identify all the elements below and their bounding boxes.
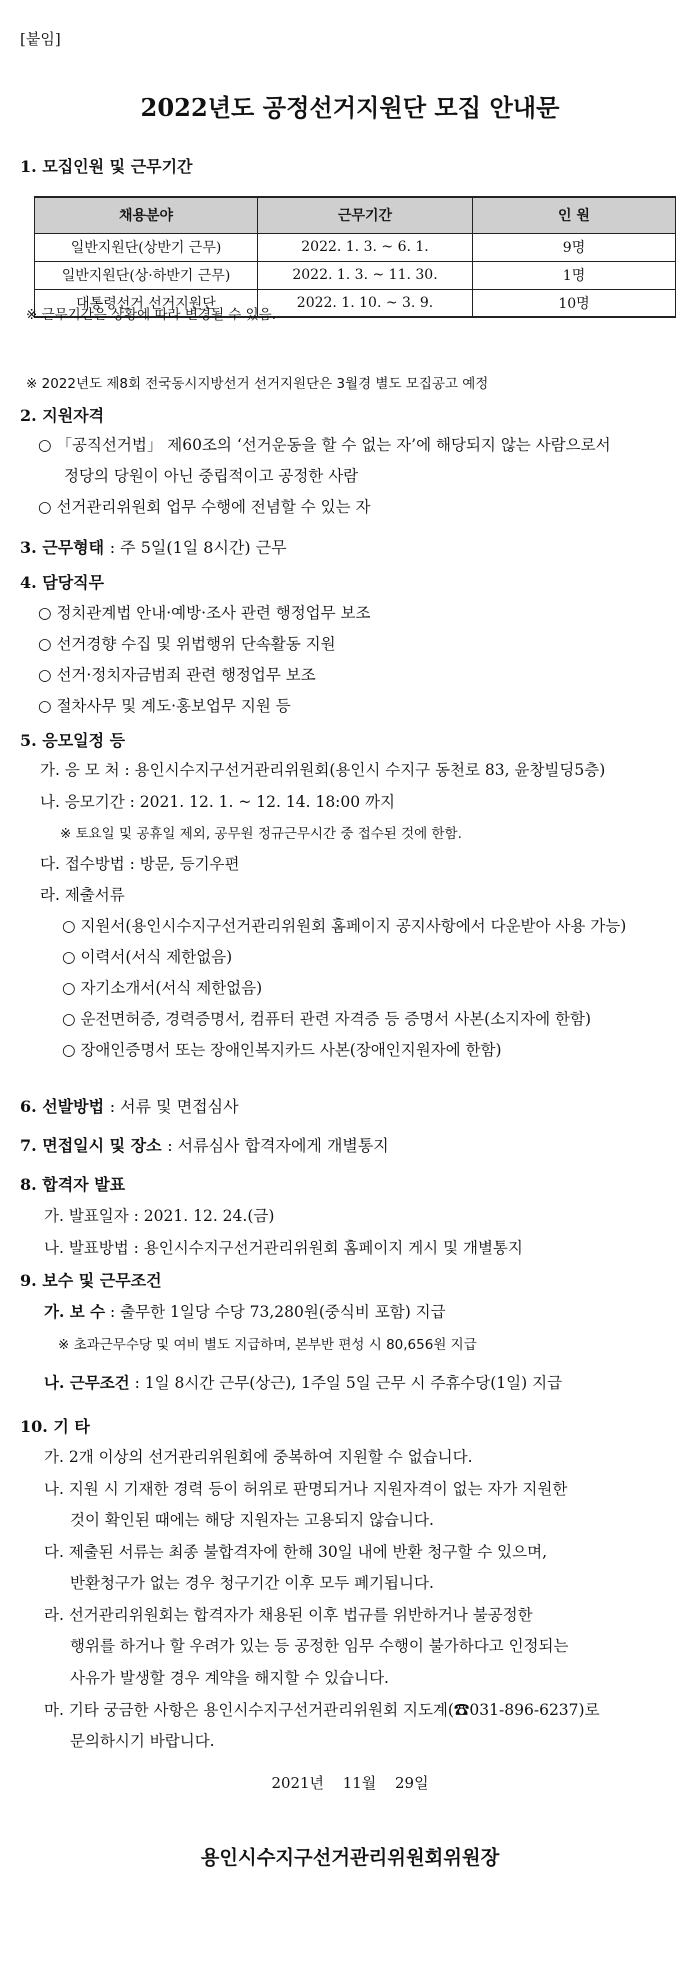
qualification-item: ○ 선거관리위원회 업무 수행에 전념할 수 있는 자: [38, 498, 371, 516]
document-item: ○ 장애인증명서 또는 장애인복지카드 사본(장애인지원자에 한함): [62, 1041, 502, 1059]
attachment-label: [붙임]: [20, 30, 61, 48]
misc-line: 라. 선거관리위원회는 합격자가 채용된 이후 법규를 위반하거나 불공정한: [44, 1606, 533, 1624]
section-3: [20, 535, 287, 558]
work-condition-label: 나. 근무조건: [44, 1373, 130, 1392]
section-7-heading: 7. 면접일시 및 장소: [20, 1136, 162, 1155]
section-7: [20, 1133, 389, 1156]
apply-location: 가. 응 모 처 : 용인시수지구선거관리위원회(용인시 수지구 동천로 83, 윤창빌딩5층): [40, 761, 606, 779]
section-2-heading: 2. 지원자격: [20, 406, 105, 425]
table-cell: 2022. 1. 3. ~ 11. 30.: [258, 261, 473, 289]
table-cell: 일반지원단(상·하반기 근무): [35, 261, 258, 289]
apply-period: 나. 응모기간 : 2021. 12. 1. ~ 12. 14. 18:00 까지: [40, 793, 395, 811]
section-10-heading: 10. 기 타: [20, 1417, 90, 1436]
table-header-cell: 근무기간: [258, 197, 473, 233]
section-1-note: ※ 근무기간은 상황에 따라 변경될 수 있음.: [26, 307, 277, 323]
section-5-heading: 5. 응모일정 등: [20, 731, 126, 750]
section-6-value: : 서류 및 면접심사: [109, 1097, 239, 1116]
table-header-cell: 인 원: [473, 197, 676, 233]
misc-line-cont: 것이 확인된 때에는 해당 지원자는 고용되지 않습니다.: [70, 1511, 434, 1529]
document-item: ○ 이력서(서식 제한없음): [62, 948, 233, 966]
section-1-heading: 1. 모집인원 및 근무기간: [20, 157, 193, 176]
table-header-row: [35, 197, 676, 233]
misc-line-cont: 행위를 하거나 할 우려가 있는 등 공정한 임무 수행이 불가하다고 인정되는: [70, 1637, 569, 1655]
document-item: ○ 자기소개서(서식 제한없음): [62, 979, 263, 997]
misc-line: 다. 제출된 서류는 최종 불합격자에 한해 30일 내에 반환 청구할 수 있으며,: [44, 1543, 548, 1561]
work-condition-value: : 1일 8시간 근무(상근), 1주일 5일 근무 시 주휴수당(1일) 지급: [134, 1374, 563, 1392]
duty-item: ○ 절차사무 및 계도·홍보업무 지원 등: [38, 697, 291, 715]
section-6-heading: 6. 선발방법: [20, 1097, 105, 1116]
table-cell: 대통령선거 선거지원단: [35, 289, 258, 317]
table-cell: 2022. 1. 3. ~ 6. 1.: [258, 233, 473, 261]
table-row: [35, 261, 676, 289]
table-cell: 1명: [473, 261, 676, 289]
page-title: 2022년도 공정선거지원단 모집 안내문: [140, 93, 560, 122]
pay-note: ※ 초과근무수당 및 여비 별도 지급하며, 본부반 편성 시 80,656원 지급: [58, 1337, 477, 1353]
misc-line-cont: 문의하시기 바랍니다.: [70, 1732, 215, 1750]
apply-method: 다. 접수방법 : 방문, 등기우편: [40, 855, 240, 873]
table-cell: 10명: [473, 289, 676, 317]
section-7-value: : 서류심사 합격자에게 개별통지: [167, 1136, 389, 1155]
table-row: [35, 233, 676, 261]
misc-line-cont: 반환청구가 없는 경우 청구기간 이후 모두 폐기됩니다.: [70, 1574, 434, 1592]
misc-line: 나. 지원 시 기재한 경력 등이 허위로 판명되거나 지원자격이 없는 자가 지원한: [44, 1480, 568, 1498]
misc-line: 마. 기타 궁금한 사항은 용인시수지구선거관리위원회 지도계(☎031-896-6237)로: [44, 1701, 600, 1719]
announce-method: 나. 발표방법 : 용인시수지구선거관리위원회 홈페이지 게시 및 개별통지: [44, 1239, 523, 1257]
duty-item: ○ 선거경향 수집 및 위법행위 단속활동 지원: [38, 635, 336, 653]
document-item: ○ 운전면허증, 경력증명서, 컴퓨터 관련 자격증 등 증명서 사본(소지자에 한함): [62, 1010, 592, 1028]
signature: 용인시수지구선거관리위원회위원장: [200, 1846, 500, 1869]
section-1-note: ※ 2022년도 제8회 전국동시지방선거 선거지원단은 3월경 별도 모집공고 예정: [26, 376, 489, 392]
pay-label: 가. 보 수: [44, 1302, 106, 1321]
section-4-heading: 4. 담당직무: [20, 573, 105, 592]
pay-line: [44, 1300, 446, 1322]
table-header-cell: 채용분야: [35, 197, 258, 233]
section-3-heading: 3. 근무형태: [20, 538, 105, 557]
misc-line: 가. 2개 이상의 선거관리위원회에 중복하여 지원할 수 없습니다.: [44, 1448, 473, 1466]
work-condition-line: [44, 1371, 562, 1393]
table-cell: 2022. 1. 10. ~ 3. 9.: [258, 289, 473, 317]
section-9-heading: 9. 보수 및 근무조건: [20, 1271, 162, 1290]
apply-period-note: ※ 토요일 및 공휴일 제외, 공무원 정규근무시간 중 접수된 것에 한함.: [60, 826, 462, 842]
table-cell: 9명: [473, 233, 676, 261]
pay-value: : 출무한 1일당 수당 73,280원(중식비 포함) 지급: [110, 1303, 446, 1321]
misc-line-cont: 사유가 발생할 경우 계약을 해지할 수 있습니다.: [70, 1669, 389, 1687]
section-8-heading: 8. 합격자 발표: [20, 1175, 126, 1194]
documents-heading: 라. 제출서류: [40, 886, 125, 904]
recruitment-table: [34, 196, 676, 318]
issue-date: 2021년 11월 29일: [271, 1774, 429, 1792]
section-6: [20, 1094, 239, 1117]
announce-date: 가. 발표일자 : 2021. 12. 24.(금): [44, 1207, 275, 1225]
section-3-value: : 주 5일(1일 8시간) 근무: [109, 538, 287, 557]
table-cell: 일반지원단(상반기 근무): [35, 233, 258, 261]
document-item: ○ 지원서(용인시수지구선거관리위원회 홈페이지 공지사항에서 다운받아 사용 가능): [62, 917, 627, 935]
qualification-item: ○ 「공직선거법」 제60조의 ‘선거운동을 할 수 없는 자’에 해당되지 않는 사람으로서: [38, 436, 611, 454]
duty-item: ○ 정치관계법 안내·예방·조사 관련 행정업무 보조: [38, 604, 371, 622]
qualification-item-cont: 정당의 당원이 아닌 중립적이고 공정한 사람: [64, 467, 359, 485]
duty-item: ○ 선거·정치자금범죄 관련 행정업무 보조: [38, 666, 316, 684]
